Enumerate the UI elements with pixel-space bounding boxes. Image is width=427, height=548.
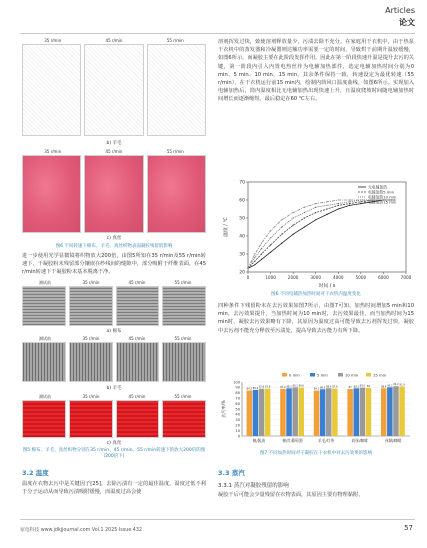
- y-tick-label: 20: [235, 423, 240, 428]
- x-tick-label: 4000: [332, 275, 344, 280]
- legend-label: 无电辅加热: [368, 184, 387, 190]
- bar: [280, 389, 285, 436]
- data-point: [261, 253, 262, 254]
- bar-value-label: 88.4: [381, 385, 387, 389]
- speed-label: 35 r/min: [82, 394, 100, 399]
- fabric-image: [84, 155, 143, 233]
- legend-label: 10 min: [345, 372, 359, 378]
- x-tick-label: 棉/酱油: [252, 438, 266, 443]
- legend-swatch: [282, 373, 287, 377]
- x-tick-label: 6000: [378, 275, 389, 280]
- footer-divider: [20, 519, 415, 520]
- y-tick-label: 30: [235, 418, 240, 423]
- data-point: [338, 205, 339, 206]
- figure-caption: 图5 棉布、羊毛、真丝织物分别在35 r/min、45 r/min、55 r/min转速下的放大200倍的图(200倍下): [22, 448, 206, 459]
- data-point: [261, 243, 262, 244]
- bar-value-label: 88.3: [353, 385, 359, 389]
- data-point: [360, 199, 361, 200]
- legend-label: 电辅加热10 min: [368, 194, 397, 200]
- y-tick-label: 40: [239, 234, 245, 240]
- data-point: [254, 257, 255, 258]
- micro-image: [22, 342, 66, 382]
- data-point: [254, 264, 255, 265]
- data-point: [254, 253, 255, 254]
- data-point: [315, 203, 316, 204]
- y-tick-label: 50: [239, 216, 245, 222]
- legend-label: 15 min: [373, 372, 387, 378]
- speed-label: 55 r/min: [174, 336, 192, 341]
- subfigure-label: a) 棉布: [106, 329, 122, 334]
- bar: [247, 391, 252, 436]
- data-point: [254, 261, 255, 262]
- x-tick-label: 5000: [355, 275, 367, 280]
- data-point: [293, 234, 294, 235]
- data-point: [270, 230, 271, 231]
- test-label: 测试前: [39, 336, 51, 341]
- legend-label: 5 min: [317, 372, 328, 378]
- cotton-image-row: [22, 286, 206, 326]
- speed-label: 35 r/min: [44, 38, 62, 43]
- speed-label: 55 r/min: [166, 149, 184, 154]
- micro-image: [69, 400, 113, 438]
- data-point: [304, 207, 305, 208]
- body-paragraph: 温度在衣物去污中是关键因子[25]，去除污渍有一定的最佳温度，温度过低不利于分子运动从而导致污渍吸附缓慢，而温度过高会使: [22, 481, 206, 496]
- micro-image: [116, 400, 160, 438]
- silk-image-row: [22, 155, 206, 233]
- bar-value-label: 87.6: [258, 385, 265, 389]
- x-tick-label: 3000: [310, 275, 322, 280]
- subfigure-label: c) 真丝: [106, 236, 122, 241]
- bar: [387, 387, 392, 436]
- data-point: [270, 237, 271, 238]
- bar: [381, 388, 386, 436]
- y-axis-label: 温度 / ℃: [224, 217, 229, 237]
- speed-label: 55 r/min: [166, 38, 184, 43]
- data-point: [293, 217, 294, 218]
- x-tick-label: 羊毛/红茶: [317, 438, 335, 443]
- bar: [399, 386, 404, 436]
- data-point: [281, 243, 282, 244]
- bar: [366, 388, 371, 436]
- data-point: [360, 203, 361, 204]
- data-point: [247, 268, 248, 269]
- series-line: [248, 200, 395, 268]
- figure-caption: 图6 不同电辅热加热时间对干衣机内温度变化: [271, 292, 361, 297]
- speed-label: 35 r/min: [82, 336, 100, 341]
- temperature-line-chart: [218, 172, 414, 290]
- bar-value-label: 89: [366, 384, 370, 388]
- data-point: [261, 248, 262, 249]
- y-tick-label: 60: [239, 198, 245, 204]
- data-point: [315, 219, 316, 220]
- bar-value-label: 91.9: [399, 383, 405, 387]
- series-line: [248, 200, 395, 268]
- header-divider: [20, 33, 415, 34]
- bar: [326, 388, 331, 436]
- micro-image: [69, 286, 113, 326]
- figure-caption: 图6 不同转速下棉布、羊毛、真丝织物表面凝胶残留的影响: [55, 244, 173, 249]
- data-point: [270, 244, 271, 245]
- figure-caption: 图7 不同加热时间对干凝胶在干衣机中对去污效果的影响: [259, 451, 373, 456]
- fabric-image: [22, 44, 81, 136]
- bar-value-label: 88.3: [286, 385, 292, 389]
- bar: [353, 388, 358, 436]
- body-paragraph: 四种条件下残留粉末在去污效果如图7所示，由图7可知，加热时间增加5 min和10 min，去污效果提升，当加热时间为10 min时，去污效果最佳，而当加热时间为15 min时，凝胶去污效果略有下降，其原因为温度过高可能导致去污剂挥发过快，凝胶中去污剂不能充分释放至污渍处，提高导致去污能力有所下降。: [218, 303, 414, 334]
- data-point: [338, 208, 339, 209]
- wool-image-row: [22, 44, 206, 136]
- y-tick-label: 40: [235, 412, 240, 417]
- bar-value-label: 87.6: [332, 385, 338, 389]
- x-tick-label: 棉/红葡萄酒: [282, 438, 303, 443]
- bar: [286, 388, 291, 436]
- speed-label: 45 r/min: [128, 394, 146, 399]
- speed-labels-top: [22, 38, 206, 43]
- bar-value-label: 84.1: [313, 387, 320, 391]
- test-label: 测试前: [39, 280, 51, 285]
- speed-label: 55 r/min: [174, 280, 192, 285]
- legend-swatch: [366, 373, 371, 377]
- body-paragraph: 凝胶干后可能会少量残留在衣物表面，其原因主要有物理黏附、: [218, 492, 364, 498]
- bar: [360, 388, 365, 436]
- micro-image: [162, 400, 206, 438]
- y-tick-label: 100: [233, 380, 240, 385]
- x-tick-label: 2000: [287, 275, 299, 280]
- section-heading: 3.3 蒸汽: [218, 469, 245, 477]
- bar: [314, 391, 319, 436]
- y-tick-label: 30: [239, 252, 245, 258]
- data-point: [304, 212, 305, 213]
- y-tick-label: 70: [239, 180, 245, 186]
- bar: [299, 388, 304, 436]
- bar-value-label: 86.5: [319, 386, 326, 390]
- bar-value-label: 89.5: [359, 384, 366, 388]
- data-point: [315, 212, 316, 213]
- bar-value-label: 85.4: [252, 386, 259, 390]
- bar-value-label: 87.8: [264, 385, 271, 389]
- data-point: [326, 205, 327, 206]
- subfigure-label: b) 羊毛: [106, 141, 122, 146]
- micro-image: [69, 342, 113, 382]
- bar-value-label: 88.4: [326, 385, 332, 389]
- micro-image: [162, 342, 206, 382]
- data-point: [338, 203, 339, 204]
- section-heading: 3.2 温度: [22, 469, 49, 477]
- bar-value-label: 90.1: [292, 384, 298, 388]
- subsection-heading: 3.3.1 蒸汽对凝胶残留的影响: [218, 483, 289, 489]
- y-tick-label: 60: [235, 401, 240, 406]
- section-label-cn: 论文: [399, 18, 415, 27]
- bar: [292, 387, 297, 436]
- y-tick-label: 20: [239, 270, 245, 276]
- x-tick-label: 0: [246, 275, 250, 280]
- y-axis-label: 去污率/%: [221, 400, 226, 418]
- bar: [265, 389, 270, 436]
- bar: [253, 390, 258, 436]
- data-point: [326, 201, 327, 202]
- bar: [332, 389, 337, 436]
- speed-label: 45 r/min: [128, 280, 146, 285]
- data-point: [281, 226, 282, 227]
- legend-swatch: [310, 373, 315, 377]
- data-point: [304, 226, 305, 227]
- micro-image: [116, 286, 160, 326]
- x-tick-label: 真丝/咖啡: [351, 438, 368, 443]
- data-point: [315, 207, 316, 208]
- speed-label: 35 r/min: [44, 149, 62, 154]
- speed-label: 35 r/min: [82, 280, 100, 285]
- y-tick-label: 0: [237, 434, 240, 439]
- data-point: [349, 201, 350, 202]
- data-point: [281, 234, 282, 235]
- x-tick-label: 丝绸/咖啡: [384, 438, 402, 443]
- micro-image: [22, 400, 66, 438]
- speed-label: 55 r/min: [174, 394, 192, 399]
- section-label-en: Articles: [385, 6, 415, 15]
- fabric-image: [22, 155, 81, 233]
- silk-micro-row: [22, 400, 206, 438]
- subfigure-label: b) 羊毛: [106, 386, 122, 391]
- bar-value-label: 89.6: [298, 384, 304, 388]
- speed-labels-silk: [22, 149, 206, 154]
- data-point: [293, 212, 294, 213]
- fabric-image: [147, 44, 206, 136]
- y-tick-label: 70: [235, 396, 240, 401]
- speed-label: 45 r/min: [128, 336, 146, 341]
- journal-footer: 家电科技 www.jdkjjournal.com Vol.1 2025 Issue 432: [20, 528, 142, 533]
- bar-value-label: 87.2: [280, 385, 286, 389]
- data-point: [293, 225, 294, 226]
- y-tick-label: 50: [235, 407, 240, 412]
- data-point: [326, 208, 327, 209]
- bar-value-label: 92.2: [393, 383, 399, 387]
- test-label: 测试前: [39, 394, 51, 399]
- speed-label: 45 r/min: [105, 38, 123, 43]
- y-tick-label: 80: [235, 391, 240, 396]
- bar: [347, 389, 352, 436]
- bar: [393, 386, 398, 436]
- x-tick-label: 1000: [265, 275, 276, 280]
- data-point: [261, 259, 262, 260]
- micro-image: [116, 342, 160, 382]
- data-point: [349, 203, 350, 204]
- bar: [320, 389, 325, 436]
- micro-image: [162, 286, 206, 326]
- legend-label: 0 min: [289, 372, 300, 378]
- data-point: [270, 252, 271, 253]
- stain-removal-bar-chart: [218, 370, 414, 448]
- legend-swatch: [338, 373, 343, 377]
- data-point: [304, 217, 305, 218]
- data-point: [349, 199, 350, 200]
- x-axis-label: 时间 / s: [318, 284, 336, 289]
- wool-micro-row: [22, 342, 206, 382]
- bar-value-label: 84.2: [246, 387, 252, 391]
- bar-value-label: 87: [348, 386, 352, 390]
- subfigure-label: c) 真丝: [106, 441, 122, 446]
- fabric-image: [84, 44, 143, 136]
- bar: [259, 389, 264, 436]
- x-tick-label: 7000: [400, 275, 412, 280]
- data-point: [349, 205, 350, 206]
- series-line: [248, 200, 395, 268]
- fabric-image: [147, 155, 206, 233]
- micro-image: [22, 286, 66, 326]
- bar-value-label: 90.2: [387, 384, 393, 388]
- y-tick-label: 90: [235, 385, 240, 390]
- page-number: 57: [404, 524, 413, 532]
- series-line: [248, 200, 395, 268]
- legend-label: 电辅加热15 min: [368, 199, 397, 205]
- data-point: [326, 214, 327, 215]
- body-paragraph: 溶剂挥发过快，致使溶剂释放量少，污渍去除不充分。在家庭用干衣机中，由于热泵干衣机中的蒸发器和冷凝器则达额功率需要一定的时间，导致烘干前期升温较缓慢，如图6所示，而凝胶主要在此阶段发挥作用。因此在第一阶段快速升温是提升去污的关键，第一阶段内引入内置电热丝作为电辅加热部件，选定电辅加热时间分别为0 min、5 min、10 min、15 min，其余条件保持一致，转速设定为最优转速（55 r/min），在干衣机运行前15 min内，绘制内筒风口温度曲线，如图6所示。实现加入电辅加热后，筒内温度相比无电辅加热出现快速上升，且温度爬坡时间随电辅加热时间增长而逐渐缩短，最后稳定在60 ℃左右。: [218, 39, 414, 103]
- data-point: [338, 199, 339, 200]
- speed-label: 45 r/min: [105, 149, 123, 154]
- legend-label: 电辅加热5 min: [368, 189, 394, 195]
- body-paragraph: 进一步使用光学显微镜将织物放大200倍，由图5所知在35 r/min及55 r/min转速下，干凝胶粉末残留部分镶嵌在纱线间的缝隙中，部分吸附于纤维表面，在45 r/min转速下干凝胶粉末基本脱离干净。: [22, 253, 206, 276]
- data-point: [281, 219, 282, 220]
- y-tick-label: 10: [235, 428, 240, 433]
